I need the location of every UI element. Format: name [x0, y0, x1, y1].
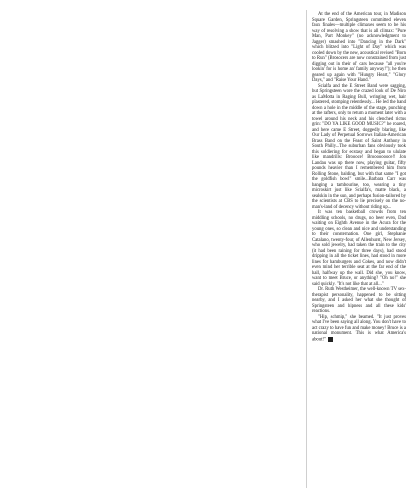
- paragraph-4: Dr. Ruth Westheimer, the well-known TV sex-therapist personality, happened to be sitting nearby, and I asked her what she thought of Springsteen and hipness and all these kids' reactions.: [312, 287, 406, 314]
- end-mark: E: [328, 337, 333, 342]
- paragraph-1: At the end of the American tour, in Madison Square Garden, Springsteen committed eleven faux finales—multiple climaxes seem to be his way of resolving a show that is all climax: "Pure Man, Part Monkey" (no acknowledgment to Jagger) smashed into "Dancing in the Dark" which blitzed into "Light of Day" which was cooled down by the new, acoustical revised "Born to Run" (Brosocers are now constrained from just digging out in their ol' cars because "all you're lookin' for is home an' family anyway!"); he then geared up again with "Hungry Heart," "Glory Days," and "Raise Your Hand.": [312, 12, 406, 83]
- paragraph-5-text: "Hip, schmip," she beamed. "It just proves what I've been saying all along. You don't have to act crazy to have fun and make money! Bruce is a national monument. This is what America's about!": [312, 314, 406, 343]
- article-text-column: [312, 12, 406, 343]
- paragraph-5: [312, 315, 406, 343]
- paragraph-2: Scialfa and the E Street Band were sagging, but Springsteen wore the crazed look of De Niro as LaMotta in Raging Bull, wringing wet, hair plastered, stomping relentlessly... He led the band down a hole in the middle of the stage, punching at the rafters, only to return a moment later with a towel around his neck and his clenched rictus grin: "DO YA LIKE GOOD MUSIC?" he roared, and here came E Street, doggedly blaring, like Our Lady of Perpetual Sorrows Italian-American Brass Band on the Feast of Saint Anthony in South Philly...The suburban fans obviously took this soldiering for ecstasy and began to ululate like mandrills: Broooce! Broooooooce!! Jon Landau was up there now, playing guitar, fifty pounds heavier than I remembered him from Rolling Stone, balding, but with that same "I got the goldfish bowl" smile...Barbara Carr was banging a tambourine, too, wearing a tiny microskirt just like Scialfa's, matte black, a sealskin in the sun, and perhaps fusion-tailored by the scientists at CBS to lie precisely on the no-man's-land of decency without riding up...: [312, 83, 406, 210]
- paragraph-3: It was ten basketball crowds from ten middling schools, no drugs, no beer even, Dad waiting on Eighth Avenue in the Acura for the young ones, so clean and nice and understanding to their consternation. One girl, Stephanie Catalano, twenty-four, of Allenhurst, New Jersey, who sold jewelry, had taken the train to the city (it had been raining for three days), had stood dripping in all the ticket lines, had stood in more lines for hamburgers and Cokes, and now didn't even mind her terrible seat at the far end of the hall, halfway up the wall. Did she, you know, want to meet Bruce, or anything? "Oh no!" she said quickly. "It's not like that at all...": [312, 210, 406, 287]
- column-rule: [306, 10, 307, 488]
